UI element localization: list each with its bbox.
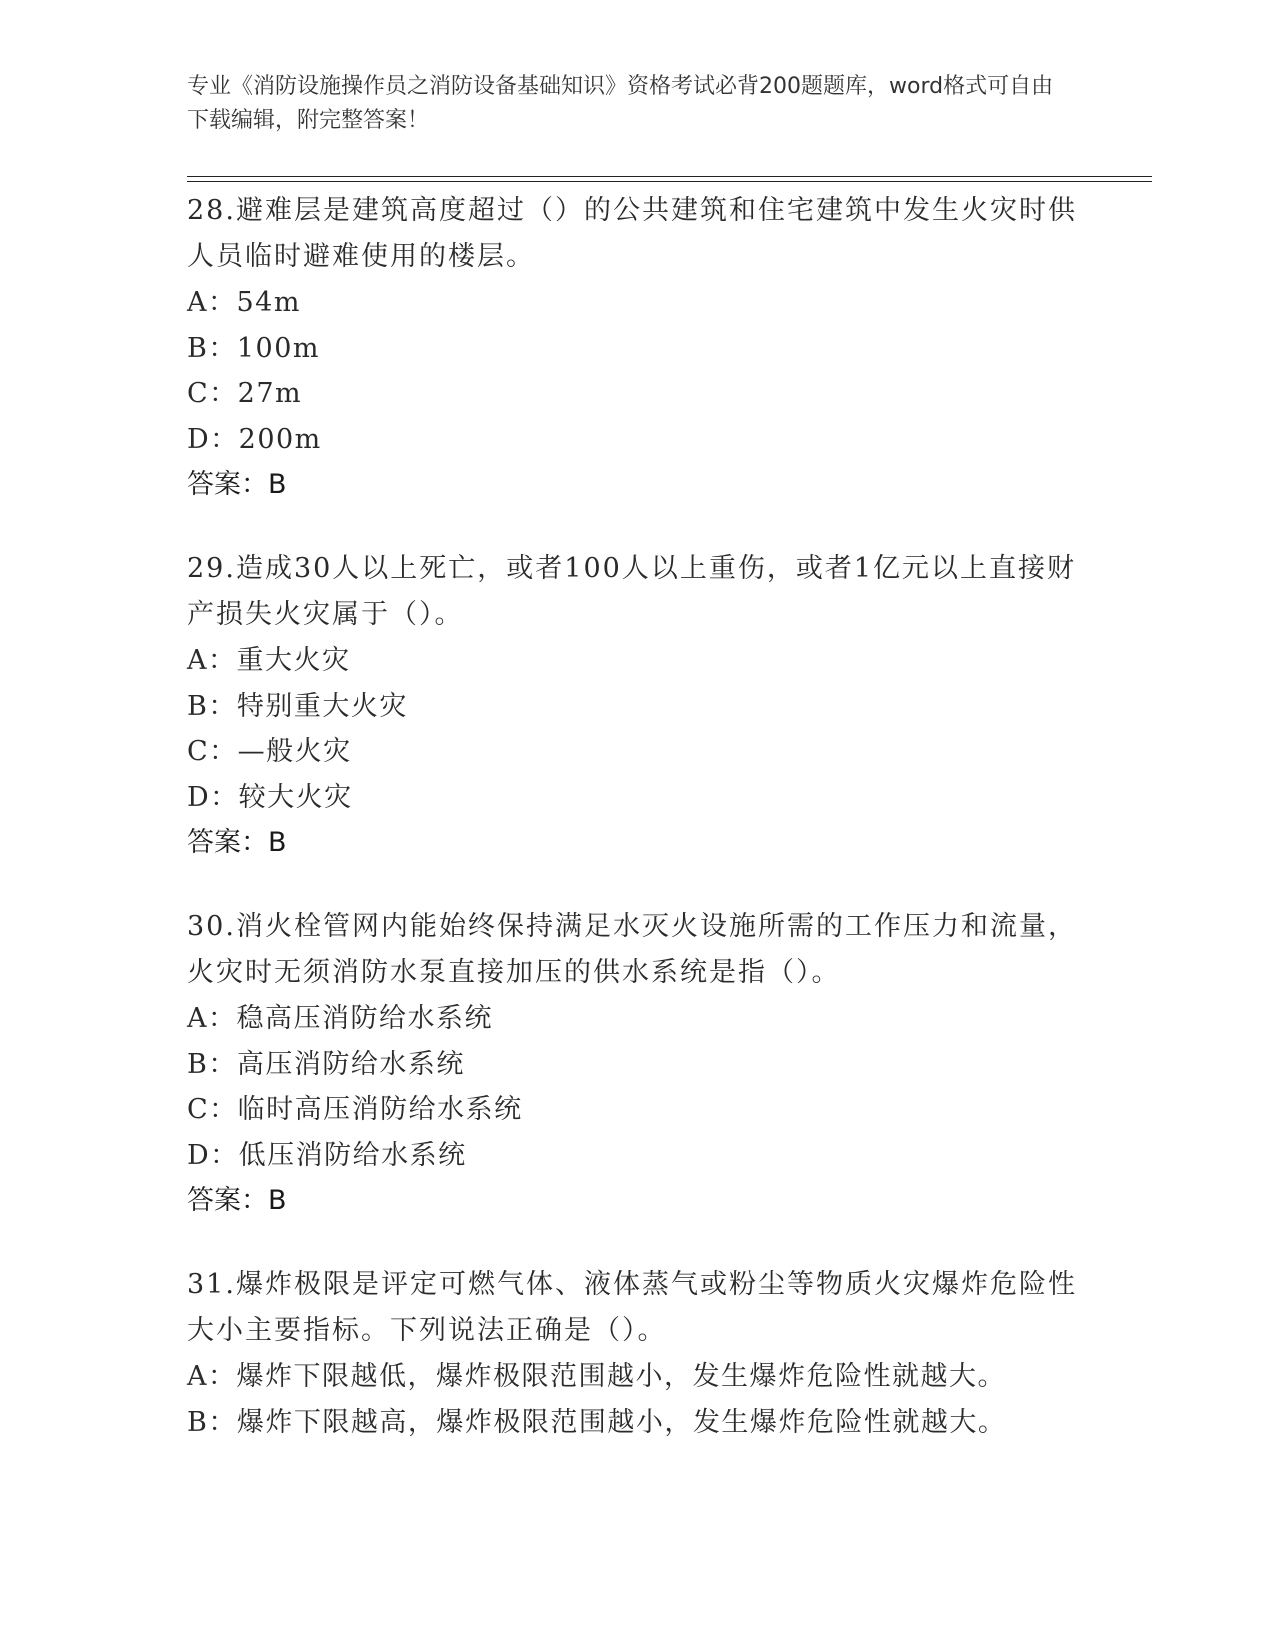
option-c: C：临时高压消防给水系统 xyxy=(187,1094,523,1125)
option-a: A：重大火灾 xyxy=(187,645,351,676)
option-b: B：高压消防给水系统 xyxy=(187,1048,465,1080)
question-text: 30.消火栓管网内能始终保持满足水灭火设施所需的工作压力和流量，火灾时无须消防水泵直接加压的供水系统是指（）。 xyxy=(187,911,1077,988)
question-29 xyxy=(187,546,1087,866)
answer-text: 答案：B xyxy=(187,1185,287,1216)
answer-text: 答案：B xyxy=(187,827,287,858)
question-text: 31.爆炸极限是评定可燃气体、液体蒸气或粉尘等物质火灾爆炸危险性大小主要指标。下列说法正确是（）。 xyxy=(187,1269,1077,1346)
question-30 xyxy=(187,904,1087,1224)
option-c: C：—般火灾 xyxy=(187,736,352,767)
question-text: 28.避难层是建筑高度超过（）的公共建筑和住宅建筑中发生火灾时供人员临时避难使用的楼层。 xyxy=(187,195,1077,272)
option-a: A：54m xyxy=(187,287,301,318)
question-list xyxy=(187,188,1087,1483)
header-rule-top xyxy=(187,176,1152,177)
header-rule-bottom xyxy=(187,181,1152,182)
option-a: A：稳高压消防给水系统 xyxy=(187,1003,493,1034)
option-c: C：27m xyxy=(187,378,303,409)
option-b: B：特别重大火灾 xyxy=(187,690,408,722)
question-31 xyxy=(187,1262,1087,1445)
option-d: D：较大火灾 xyxy=(187,781,353,813)
option-b: B：爆炸下限越高，爆炸极限范围越小，发生爆炸危险性就越大。 xyxy=(187,1406,1007,1438)
option-d: D：低压消防给水系统 xyxy=(187,1139,467,1171)
option-d: D：200m xyxy=(187,423,322,455)
answer-text: 答案：B xyxy=(187,469,287,500)
option-a: A：爆炸下限越低，爆炸极限范围越小，发生爆炸危险性就越大。 xyxy=(187,1361,1006,1392)
document-header: 专业《消防设施操作员之消防设备基础知识》资格考试必背200题题库，word格式可自由下载编辑，附完整答案！ xyxy=(187,74,1054,133)
option-b: B：100m xyxy=(187,332,320,364)
question-text: 29.造成30人以上死亡，或者100人以上重伤，或者1亿元以上直接财产损失火灾属于（）。 xyxy=(187,553,1077,630)
question-28 xyxy=(187,188,1087,508)
